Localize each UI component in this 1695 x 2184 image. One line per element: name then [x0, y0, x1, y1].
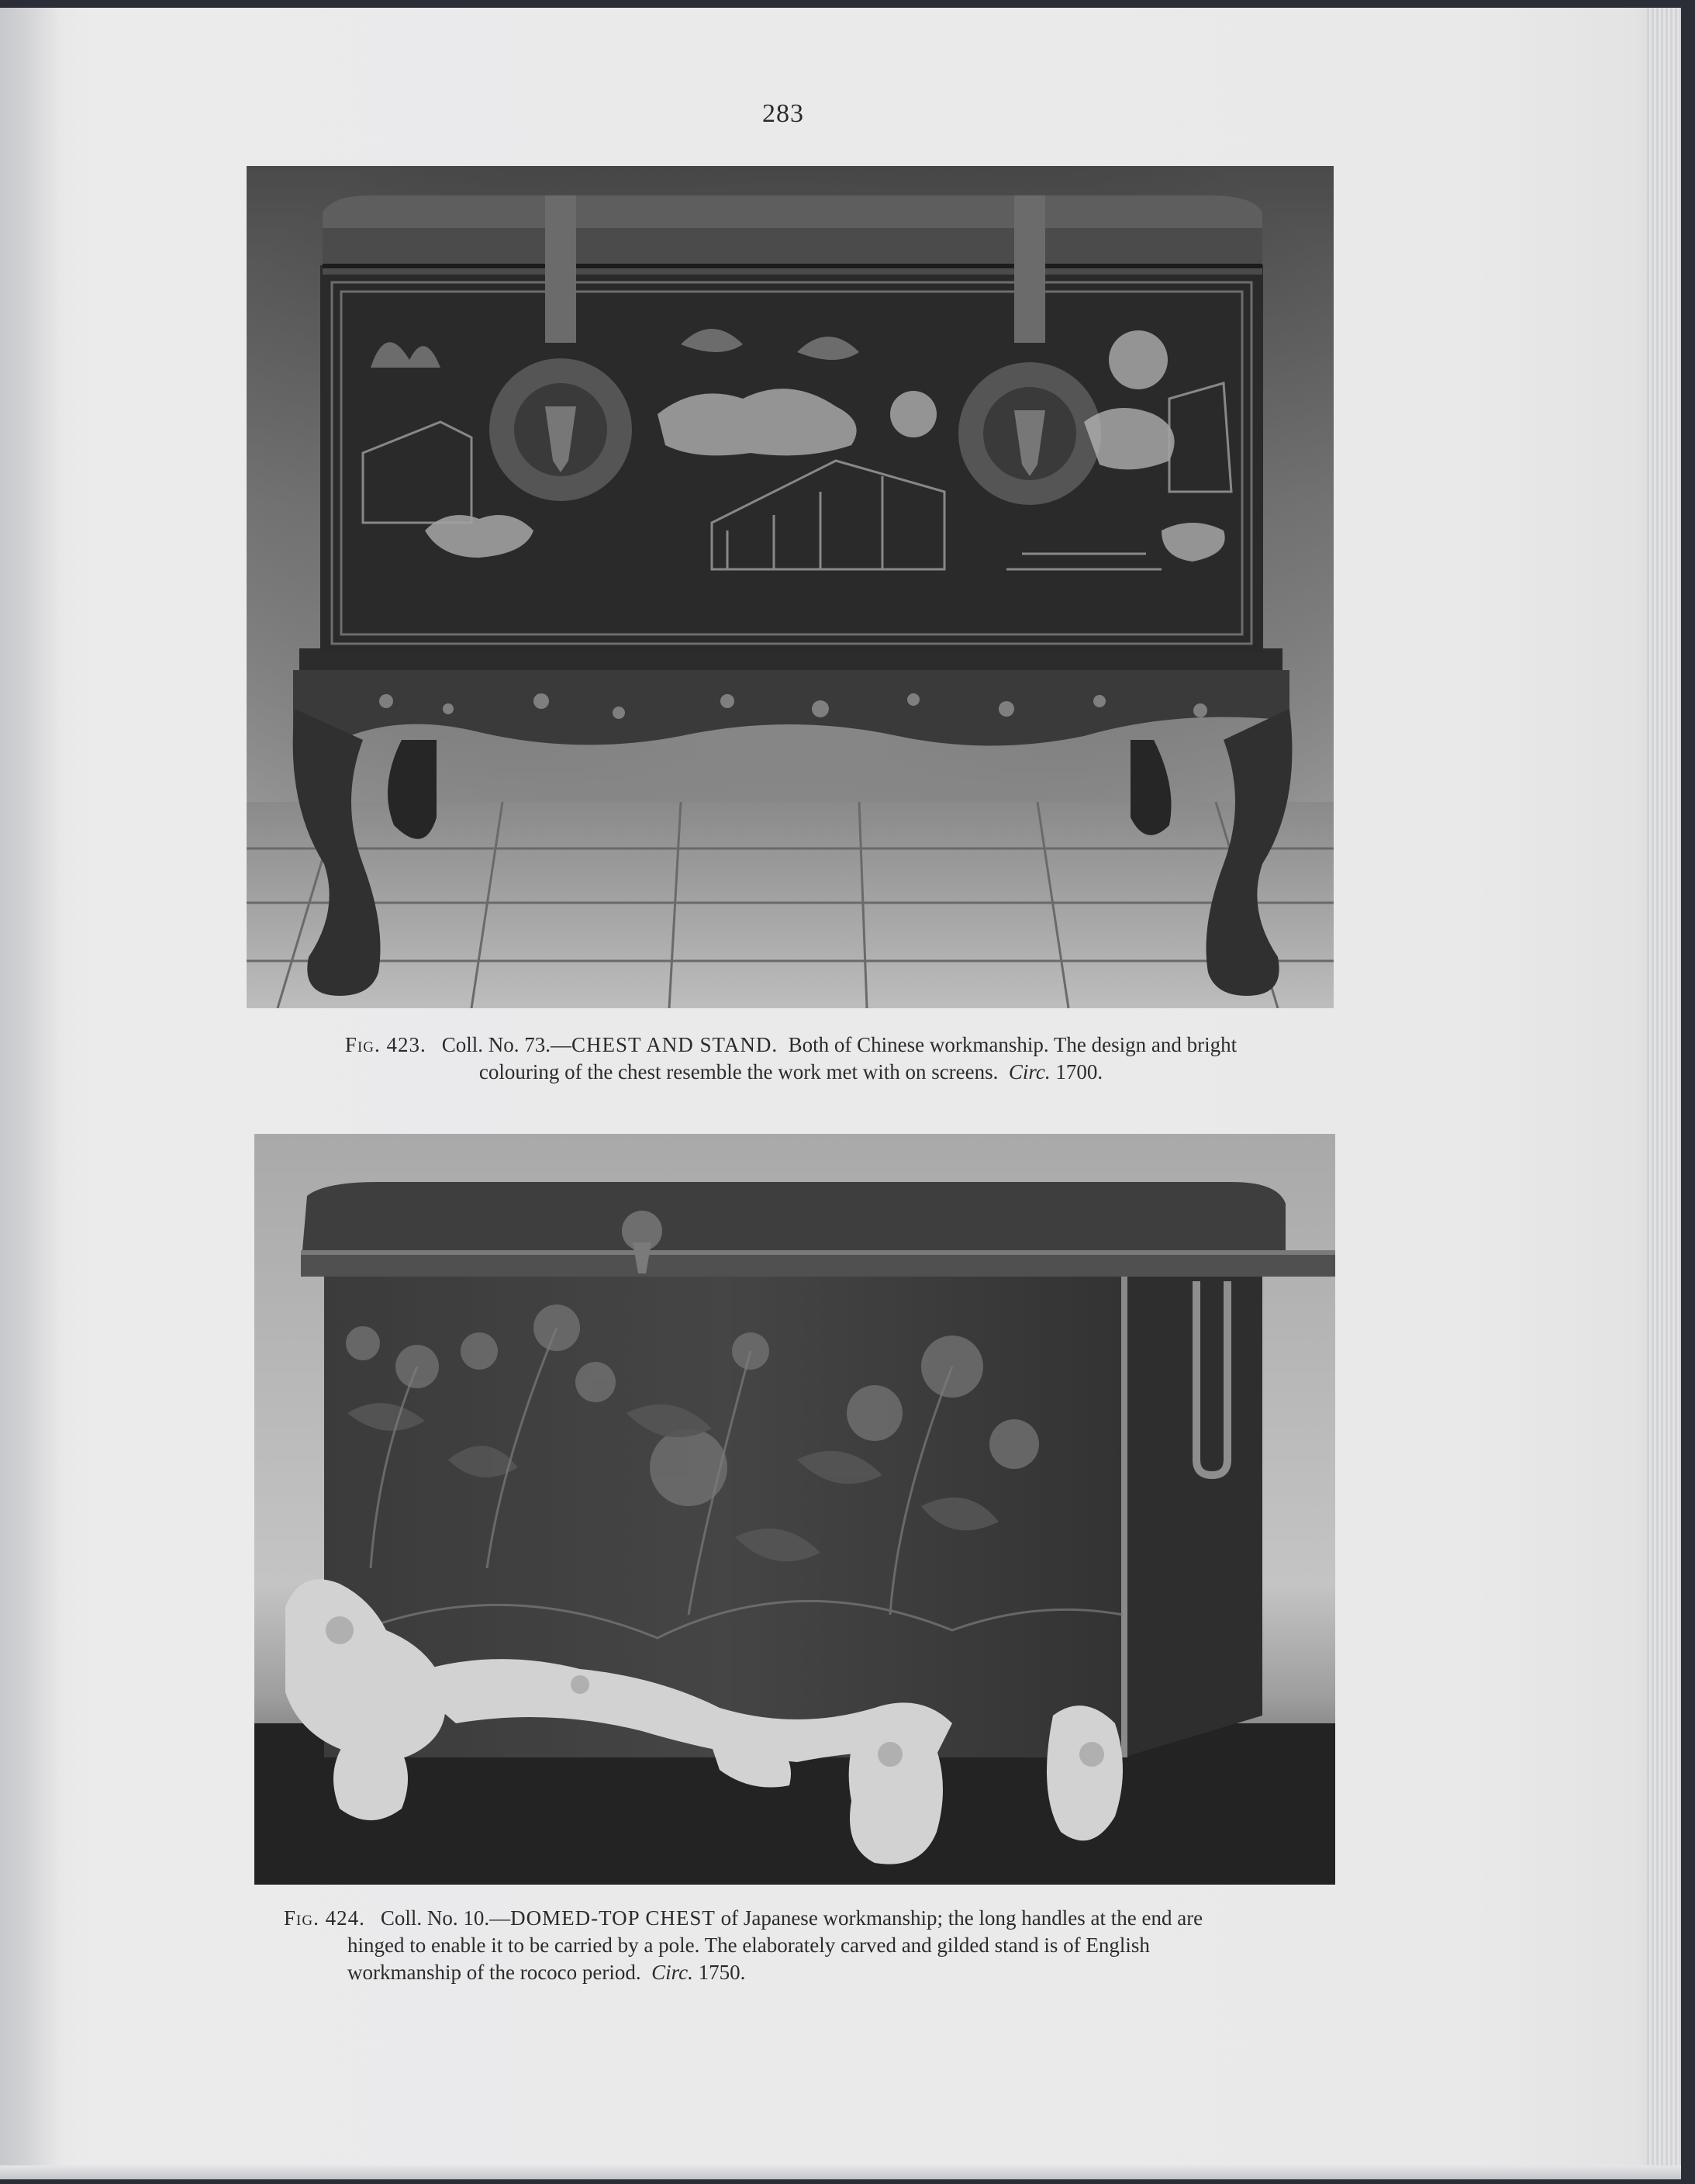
- figure-label: Fig. 423.: [344, 1033, 426, 1056]
- caption-line: [288, 1032, 1293, 1059]
- figure-title: CHEST AND STAND.: [571, 1033, 778, 1056]
- page-bottom-edge: [0, 2165, 1681, 2179]
- page-number: 283: [762, 99, 804, 128]
- figure-title: DOMED-TOP CHEST: [510, 1906, 716, 1930]
- caption-line: [288, 1059, 1293, 1086]
- circa-year: 1700.: [1055, 1060, 1103, 1083]
- figure-label: Fig. 424.: [284, 1906, 365, 1930]
- collection-number: Coll. No. 73.—: [441, 1033, 572, 1056]
- caption-text: hinged to enable it to be carried by a pole. The elaborately carved and gilded stand is of English: [347, 1933, 1150, 1957]
- page-edges: [1647, 8, 1681, 2179]
- caption-text: workmanship of the rococo period.: [347, 1961, 641, 1984]
- circa-label: Circ.: [651, 1961, 693, 1984]
- caption-line: [284, 1932, 1307, 1959]
- circa-year: 1750.: [698, 1961, 746, 1984]
- caption-text: colouring of the chest resemble the work met with on screens.: [478, 1060, 999, 1083]
- caption-fig-424: [284, 1905, 1307, 1986]
- caption-text: Both of Chinese workmanship. The design and bright: [788, 1033, 1238, 1056]
- circa-label: Circ.: [1008, 1060, 1051, 1083]
- gutter-shadow: [0, 8, 62, 2179]
- caption-line: [284, 1959, 1307, 1986]
- caption-line: [284, 1905, 1307, 1932]
- photo-chest-and-stand: [247, 166, 1334, 1008]
- caption-text: of Japanese workmanship; the long handles at the end are: [720, 1906, 1203, 1930]
- caption-fig-423: [288, 1032, 1293, 1086]
- collection-number: Coll. No. 10.—: [380, 1906, 511, 1930]
- photo-domed-top-chest: [254, 1134, 1335, 1885]
